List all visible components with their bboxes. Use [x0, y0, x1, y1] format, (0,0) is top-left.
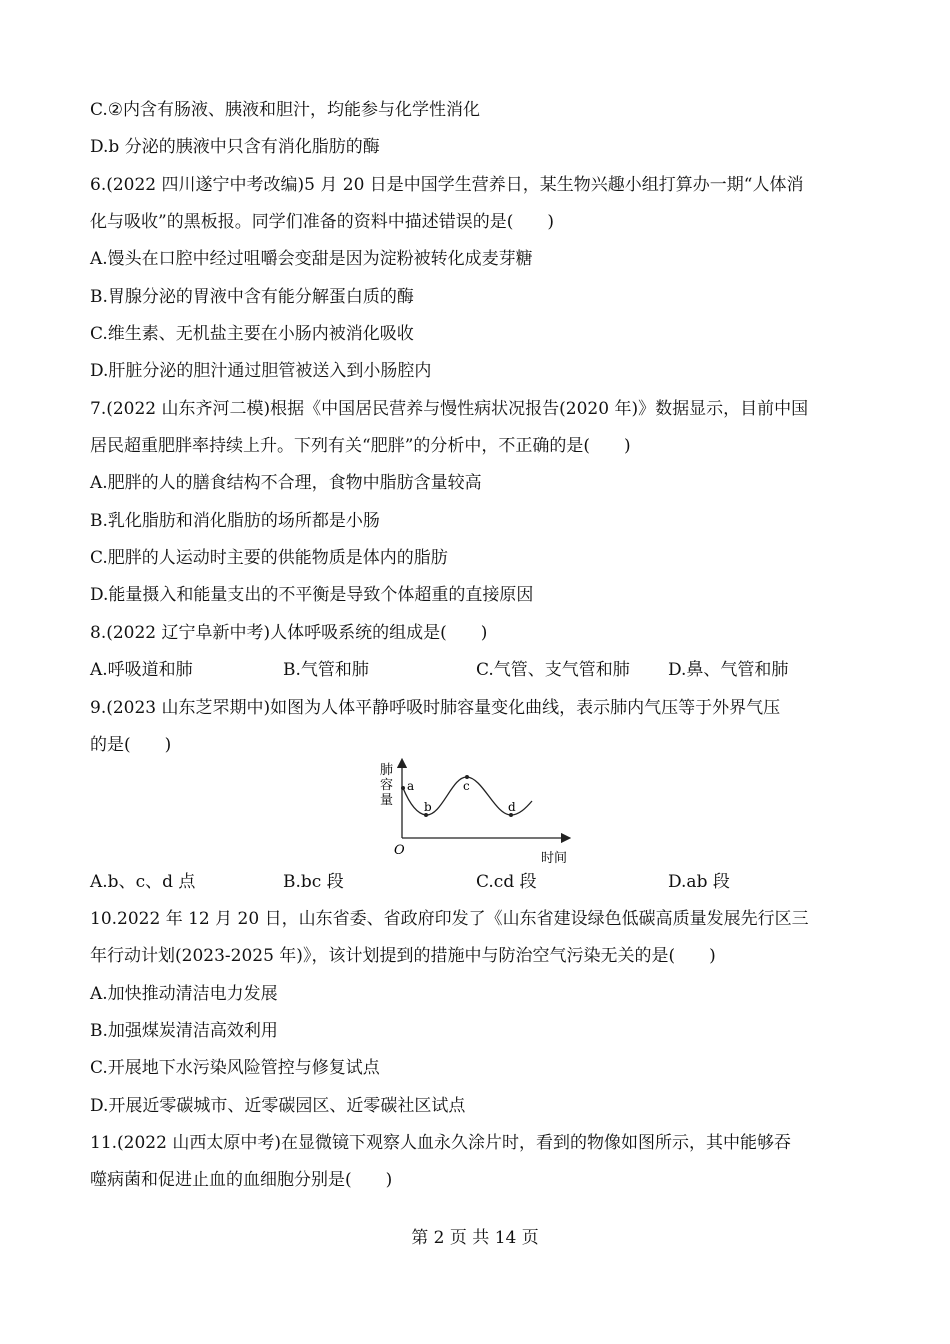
- q9-option-c: C.cd 段: [476, 872, 537, 892]
- lung-volume-chart: [370, 758, 580, 868]
- q10-stem-line2: 年行动计划(2023-2025 年)》，该计划提到的措施中与防治空气污染无关的是( ): [90, 946, 716, 966]
- q6-option-d: D.肝脏分泌的胆汁通过胆管被送入到小肠腔内: [90, 361, 432, 381]
- q9-stem-line1: 9.(2023 山东芝罘期中)如图为人体平静呼吸时肺容量变化曲线，表示肺内气压等于外界气压: [90, 698, 781, 718]
- lung-volume-figure: [370, 758, 580, 873]
- q7-stem-line2: 居民超重肥胖率持续上升。下列有关“肥胖”的分析中，不正确的是( ): [90, 436, 631, 456]
- q9-options: [90, 871, 870, 893]
- q5-option-d: D.b 分泌的胰液中只含有消化脂肪的酶: [90, 137, 380, 157]
- q10-option-b: B.加强煤炭清洁高效利用: [90, 1021, 278, 1041]
- q8-option-c: C.气管、支气管和肺: [476, 660, 630, 680]
- point-a-label: a: [407, 779, 415, 793]
- q7-option-b: B.乳化脂肪和消化脂肪的场所都是小肠: [90, 511, 380, 531]
- q8-stem: 8.(2022 辽宁阜新中考)人体呼吸系统的组成是( ): [90, 623, 488, 643]
- q8-option-a: A.呼吸道和肺: [90, 660, 193, 680]
- origin-label: O: [394, 843, 405, 858]
- y-label-char-1: 肺: [380, 763, 394, 778]
- q8-option-d: D.鼻、气管和肺: [668, 660, 789, 680]
- q10-option-d: D.开展近零碳城市、近零碳园区、近零碳社区试点: [90, 1096, 466, 1116]
- point-d-label: d: [508, 800, 516, 814]
- point-a: [401, 786, 405, 790]
- y-label-char-3: 量: [380, 793, 394, 808]
- q11-stem-line1: 11.(2022 山西太原中考)在显微镜下观察人血永久涂片时，看到的物像如图所示，其中能够吞: [90, 1133, 791, 1153]
- q9-option-d: D.ab 段: [668, 872, 730, 892]
- q5-option-c: C.②内含有肠液、胰液和胆汁，均能参与化学性消化: [90, 100, 481, 120]
- q10-option-c: C.开展地下水污染风险管控与修复试点: [90, 1058, 380, 1078]
- q7-option-d: D.能量摄入和能量支出的不平衡是导致个体超重的直接原因: [90, 585, 534, 605]
- q6-stem-line2: 化与吸收”的黑板报。同学们准备的资料中描述错误的是( ): [90, 212, 554, 232]
- q6-option-b: B.胃腺分泌的胃液中含有能分解蛋白质的酶: [90, 287, 414, 307]
- point-c-label: c: [463, 779, 470, 793]
- q6-stem-line1: 6.(2022 四川遂宁中考改编)5 月 20 日是中国学生营养日，某生物兴趣小组打算办一期“人体消: [90, 175, 804, 195]
- x-axis-label: 时间: [541, 851, 568, 866]
- page-footer: 第 2 页 共 14 页: [411, 1228, 539, 1248]
- y-label-char-2: 容: [380, 778, 394, 793]
- q9-option-b: B.bc 段: [283, 872, 344, 892]
- q9-stem-line2: 的是( ): [90, 735, 172, 755]
- q8-options: [90, 659, 870, 681]
- q7-option-c: C.肥胖的人运动时主要的供能物质是体内的脂肪: [90, 548, 448, 568]
- q10-stem-line1: 10.2022 年 12 月 20 日，山东省委、省政府印发了《山东省建设绿色低碳高质量发展先行区三: [90, 909, 809, 929]
- q10-option-a: A.加快推动清洁电力发展: [90, 984, 278, 1004]
- q7-option-a: A.肥胖的人的膳食结构不合理，食物中脂肪含量较高: [90, 473, 482, 493]
- q7-stem-line1: 7.(2022 山东齐河二模)根据《中国居民营养与慢性病状况报告(2020 年)》数据显示，目前中国: [90, 399, 809, 419]
- q11-stem-line2: 噬病菌和促进止血的血细胞分别是( ): [90, 1170, 393, 1190]
- q6-option-c: C.维生素、无机盐主要在小肠内被消化吸收: [90, 324, 414, 344]
- q6-option-a: A.馒头在口腔中经过咀嚼会变甜是因为淀粉被转化成麦芽糖: [90, 249, 533, 269]
- point-b-label: b: [424, 800, 432, 814]
- q8-option-b: B.气管和肺: [283, 660, 369, 680]
- q9-option-a: A.b、c、d 点: [90, 872, 196, 892]
